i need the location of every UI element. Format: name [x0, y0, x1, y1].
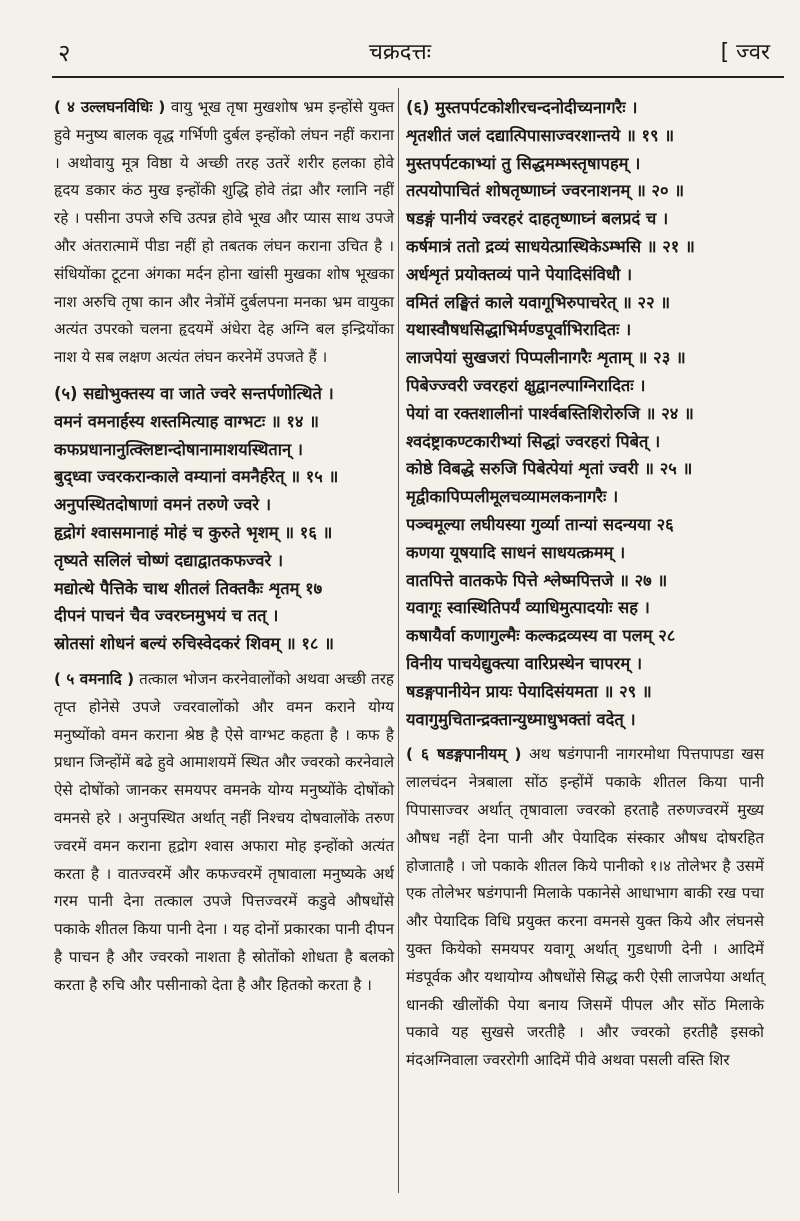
- verse-block-6: [406, 94, 764, 733]
- para-4-heading: ( ४ उल्लघनविधिः ): [54, 98, 166, 116]
- section-label: [ ज्वर: [720, 40, 770, 65]
- verse-block-5: [54, 380, 394, 658]
- verse-line: यवागुमुचितान्द्रक्तान्युध्माधुभक्तां वदेत् ।: [406, 709, 636, 729]
- verse-5-heading: (५) सद्योभुक्तस्य वा जाते ज्वरे सन्तर्पणोत्थिते ।: [54, 383, 334, 403]
- verse-line: वातपित्ते वातकफे पित्ते श्लेष्मपित्तजे ॥ २७ ॥: [406, 570, 668, 590]
- verse-line: बुद्ध्वा ज्वरकरान्काले वम्यानां वमनैर्हरेत् ॥ १५ ॥: [54, 467, 339, 487]
- verse-line: अनुपस्थितदोषाणां वमनं तरुणे ज्वरे ।: [54, 495, 272, 515]
- verse-line: दीपनं पाचनं चैव ज्वरघ्नमुभयं च तत् ।: [54, 606, 279, 626]
- verse-line: पिबेज्ज्वरी ज्वरहरां क्षुद्वानल्पाग्निरादितः ।: [406, 375, 646, 395]
- verse-line: लाजपेयां सुखजरां पिप्पलीनागरैः शृताम् ॥ २३ ॥: [406, 348, 686, 368]
- verse-line: यवागूः स्वास्थितिपर्यं व्याधिमुत्पादयोः सह ।: [406, 598, 650, 618]
- verse-line: पेयां वा रक्तशालीनां पार्श्वबस्तिशिरोरुजि ॥ २४ ॥: [406, 403, 694, 423]
- page-header: [0, 36, 800, 76]
- right-column: [406, 94, 764, 1075]
- verse-line: कफप्रधानानुत्क्लिष्टान्दोषानामाशयस्थितान् ।: [54, 439, 303, 459]
- verse-line: मृद्वीकापिप्पलीमूलचव्यामलकनागरैः ।: [406, 487, 619, 507]
- verse-line: अर्धशृतं प्रयोक्तव्यं पाने पेयादिसंविधौ ।: [406, 264, 633, 284]
- verse-line: मद्योत्थे पैत्तिके चाथ शीतलं तिक्तकैः शृतम् १७: [54, 578, 323, 598]
- header-rule: [52, 76, 784, 78]
- para-7: [406, 741, 764, 1075]
- para-6: [54, 666, 394, 1000]
- verse-line: तृष्यते सलिलं चोष्णं दद्याद्वातकफज्वरे ।: [54, 550, 284, 570]
- verse-line: हृद्रोगं श्वासमानाहं मोहं च कुरुते भृशम् ॥ १६ ॥: [54, 522, 333, 542]
- column-divider: [398, 88, 399, 1193]
- verse-line: वमितं लङ्घितं काले यवागूभिरुपाचरेत् ॥ २२ ॥: [406, 292, 671, 312]
- verse-line: कषायैर्वा कणागुल्मैः कल्कद्रव्यस्य वा पलम् २८: [406, 626, 676, 646]
- verse-line: वमनं वमनार्हस्य शस्तमित्याह वाग्भटः ॥ १४ ॥: [54, 411, 319, 431]
- verse-line: (६) मुस्तपर्पटकोशीरचन्दनोदीच्यनागरैः ।: [406, 98, 638, 117]
- verse-line: विनीय पाचयेद्युक्त्या वारिप्रस्थेन चापरम् ।: [406, 653, 643, 673]
- verse-line: कणया यूषयादि साधनं साधयत्क्रमम् ।: [406, 542, 626, 562]
- verse-line: शृतशीतं जलं दद्यात्पिपासाज्वरशान्तये ॥ १९ ॥: [406, 125, 675, 145]
- page-number: २: [58, 39, 71, 67]
- para-4-text: वायु भूख तृषा मुखशोष भ्रम इन्होंसे युक्त हुवे मनुष्य बालक वृद्ध गर्भिणी दुर्बल इन्होंको लंघन नहीं कराना । अथोवायु मूत्र विष्ठा ये अच्छी तरह उतरें शरीर हलका होवे हृदय डकार कंठ मुख इन्होंकी शुद्धि होवे तंद्रा और ग्लानि नहीं रहे । पसीना उपजे रुचि उत्पन्न होवे भूख और प्यास साथ उपजे और अंतरात्मामें पीडा नहीं हो तबतक लंघन कराना उचित है । संधियोंका टूटना अंगका मर्दन होना खांसी मुखका शोष भूखका नाश अरुचि तृषा कान और नेत्रोंमें दुर्बलपना मनका भ्रम वायुका अत्यंत उपरको चलना हृदयमें अंधेरा देह अग्नि बल इन्द्रियोंका नाश ये सब लक्षण अत्यंत लंघन करनेमें उपजते हैं ।: [54, 98, 394, 367]
- verse-line: पञ्चमूल्या लघीयस्या गुर्व्या तान्यां सदन्यया २६: [406, 514, 674, 534]
- verse-line: मुस्तपर्पटकाभ्यां तु सिद्धमम्भस्तृषापहम् ।: [406, 153, 641, 173]
- para-7-text: अथ षडंगपानी नागरमोथा पित्तपापडा खस लालचंदन नेत्रबाला सोंठ इन्होंमें पकाके शीतल किया पानी पिपासाज्वर अर्थात् तृषावाला ज्वरको हरताहै तरुणज्वरमें मुख्य औषध नहीं देना पानी और पेयादिक संस्कार औषध दोषरहित होजाताहै । जो पकाके शीतल किये पानीको १।४ तोलेभर है उसमें एक तोलेभर षडंगपानी मिलाके पकानेसे आधाभाग बाकी रख पचा और पेयादिक विधि प्रयुक्त करना वमनसे युक्त किये और लंघनसे युक्त कियेको समयपर यवागू अर्थात् गुडधाणी देनी । आदिमें मंडपूर्वक और यथायोग्य औषधोंसे सिद्ध करी ऐसी लाजपेया अर्थात् धानकी खीलोंकी पेया बनाय जिसमें पीपल और सोंठ मिलाके पकावे यह सुखसे जरतीहै । और ज्वरको हरतीहै इसको मंदअग्निवाला ज्वररोगी आदिमें पीवे अथवा पसली वस्ति शिर: [406, 745, 765, 1070]
- verse-line: कर्षमात्रं ततो द्रव्यं साधयेत्प्रास्थिकेऽम्भसि ॥ २१ ॥: [406, 236, 695, 256]
- verse-line: तत्पयोपाचितं शोषतृष्णाघ्नं ज्वरनाशनम् ॥ २० ॥: [406, 181, 685, 201]
- verse-line: स्रोतसां शोधनं बल्यं रुचिस्वेदकरं शिवम् ॥ १८ ॥: [54, 634, 334, 654]
- verse-line: षडङ्गं पानीयं ज्वरहरं दाहतृष्णाघ्नं बलप्रदं च ।: [406, 209, 669, 229]
- verse-line: कोष्ठे विबद्धे सरुजि पिबेत्पेयां शृतां ज्वरी ॥ २५ ॥: [406, 459, 693, 479]
- verse-line: यथास्वौषधसिद्धाभिर्मण्डपूर्वाभिरादितः ।: [406, 320, 632, 340]
- para-6-text: तत्काल भोजन करनेवालोंको अथवा अच्छी तरह तृप्त होनेसे उपजे ज्वरवालोंको और वमन कराने योग्य मनुष्योंको वमन कराना श्रेष्ठ है ऐसे वाग्भट कहता है । कफ है प्रधान जिन्होंमें बढे हुवे आमाशयमें स्थित और ज्वरको करनेवाले ऐसे दोषोंको जानकर समयपर वमनके योग्य मनुष्योंके दोषोंको वमनसे हरे । अनुपस्थित अर्थात् नहीं निश्चय दोषवालोंके तरुण ज्वरमें वमन कराना हृद्रोग श्वास अफारा मोह इन्होंको अत्यंत करता है । वातज्वरमें और कफज्वरमें तृषावाला मनुष्यके अर्थ गरम पानी देना तत्काल उपजे पित्तज्वरमें कडुवे औषधोंसे पकाके शीतल किया पानी देना । यह दोनों प्रकारका पानी दीपन है पाचन है और ज्वरको नाशता है स्रोतोंको शोधता है बलको करता है रुचि और पसीनाको देता है और हितको करता है ।: [54, 669, 394, 994]
- running-title: चक्रदत्तः: [368, 40, 432, 65]
- left-column: [54, 94, 394, 1000]
- para-4: [54, 94, 394, 372]
- verse-line: श्वदंष्ट्राकण्टकारीभ्यां सिद्धां ज्वरहरां पिबेत् ।: [406, 431, 661, 451]
- para-6-heading: ( ५ वमनादि ): [54, 669, 135, 688]
- verse-line: षडङ्गपानीयेन प्रायः पेयादिसंयमता ॥ २९ ॥: [406, 681, 652, 701]
- para-7-heading: ( ६ षडङ्गपानीयम् ): [406, 745, 522, 764]
